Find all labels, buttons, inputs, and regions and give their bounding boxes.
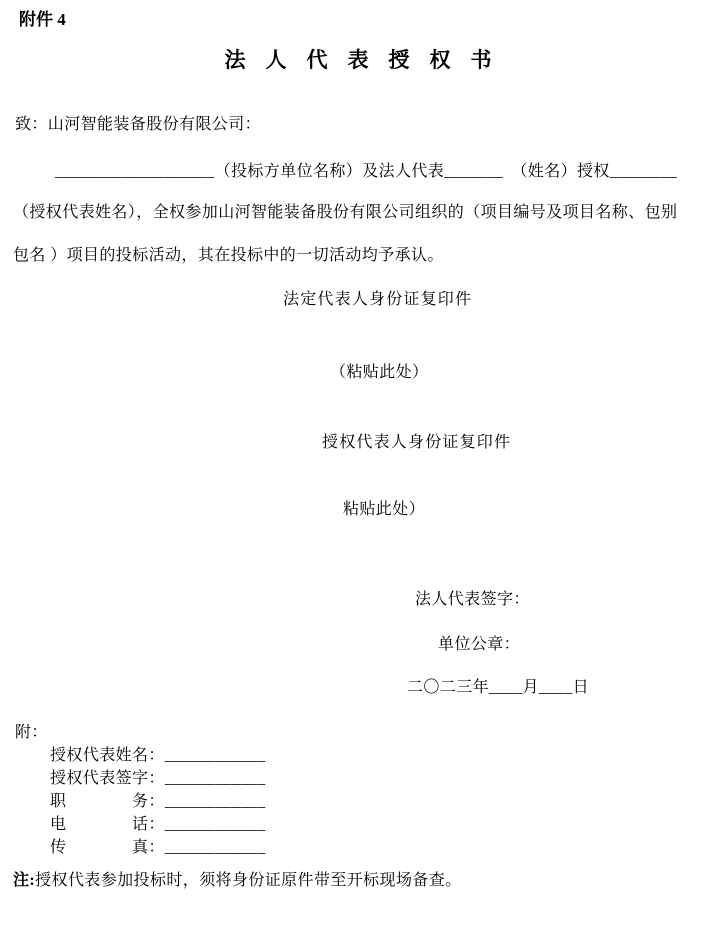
date-line: 二〇二三年____月____日 (407, 679, 590, 696)
appendix-row-label: 授权代表签字： (50, 770, 165, 787)
legal-rep-signature-label: 法人代表签字： (415, 591, 530, 608)
salutation-line: 致：山河智能装备股份有限公司： (15, 116, 262, 133)
paste-here-label-1: （粘贴此处） (330, 364, 429, 381)
authorized-rep-id-copy-heading: 授权代表人身份证复印件 (322, 434, 512, 451)
appendix-row-name (50, 744, 266, 767)
attachment-label: 附件 4 (19, 10, 66, 29)
appendix-row-label: 职 务： (50, 793, 165, 810)
paragraph-line-3: 包名 ）项目的投标活动，其在投标中的一切活动均予承认。 (13, 247, 444, 264)
paste-here-label-2: 粘贴此处） (343, 501, 426, 518)
blank-field: ____________ (164, 816, 266, 833)
appendix-row-position (50, 790, 266, 813)
blank-field: ____________ (164, 793, 266, 810)
note-line (13, 871, 462, 891)
appendix-row-label: 授权代表姓名： (50, 747, 165, 764)
blank-field: ____________ (164, 770, 266, 787)
blank-field: ____________ (164, 839, 266, 856)
appendix-row-fax (50, 836, 266, 859)
note-prefix: 注: (13, 872, 36, 889)
legal-rep-id-copy-heading: 法定代表人身份证复印件 (283, 291, 473, 308)
appendix-rows (50, 744, 266, 859)
appendix-row-phone (50, 813, 266, 836)
appendix-row-label: 电 话： (50, 816, 165, 833)
paragraph-line-2: （授权代表姓名），全权参加山河智能装备股份有限公司组织的（项目编号及项目名称、包别 (13, 204, 678, 221)
paragraph-line-1: ___________________（投标方单位名称）及法人代表_______ （姓名）授权________ (55, 163, 678, 180)
appendix-label: 附： (15, 724, 48, 741)
company-seal-label: 单位公章： (438, 636, 521, 653)
note-text: 授权代表参加投标时，须将身份证原件带至开标现场备查。 (35, 872, 462, 889)
appendix-row-signature (50, 767, 266, 790)
appendix-row-label: 传 真： (50, 839, 165, 856)
document-title: 法人代表授权书 (224, 48, 512, 72)
blank-field: ____________ (164, 747, 266, 764)
